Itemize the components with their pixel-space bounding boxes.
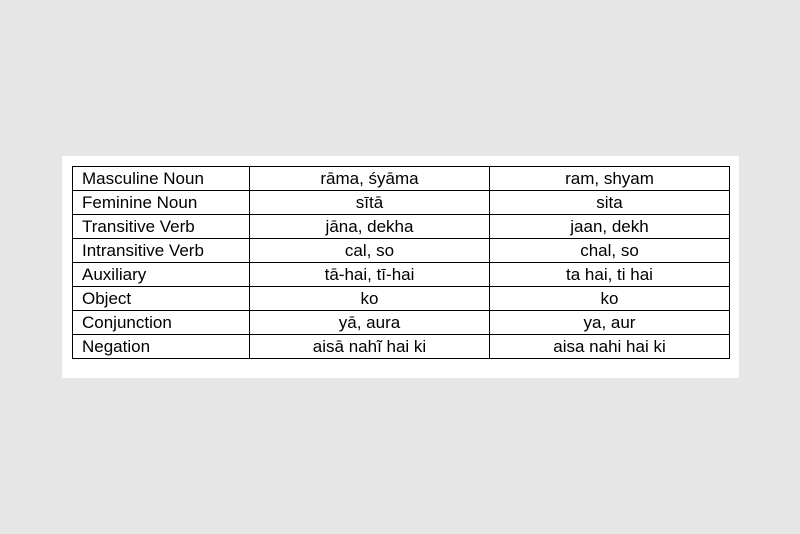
- table-row: [73, 263, 730, 287]
- transliteration-cell: sītā: [250, 191, 490, 215]
- table-row: [73, 311, 730, 335]
- romanization-cell: ram, shyam: [490, 167, 730, 191]
- category-cell: Object: [73, 287, 250, 311]
- transliteration-cell: tā-hai, tī-hai: [250, 263, 490, 287]
- romanization-cell: ta hai, ti hai: [490, 263, 730, 287]
- romanization-cell: chal, so: [490, 239, 730, 263]
- category-cell: Transitive Verb: [73, 215, 250, 239]
- category-cell: Negation: [73, 335, 250, 359]
- gloss-table-body: [73, 167, 730, 359]
- romanization-cell: ya, aur: [490, 311, 730, 335]
- transliteration-cell: jāna, dekha: [250, 215, 490, 239]
- romanization-cell: ko: [490, 287, 730, 311]
- document-page: [62, 156, 739, 378]
- table-row: [73, 215, 730, 239]
- transliteration-cell: ko: [250, 287, 490, 311]
- transliteration-cell: rāma, śyāma: [250, 167, 490, 191]
- category-cell: Auxiliary: [73, 263, 250, 287]
- gloss-table: [72, 166, 730, 359]
- table-row: [73, 287, 730, 311]
- category-cell: Intransitive Verb: [73, 239, 250, 263]
- transliteration-cell: cal, so: [250, 239, 490, 263]
- romanization-cell: sita: [490, 191, 730, 215]
- table-row: [73, 191, 730, 215]
- table-row: [73, 335, 730, 359]
- category-cell: Masculine Noun: [73, 167, 250, 191]
- transliteration-cell: aisā nahĩ hai ki: [250, 335, 490, 359]
- romanization-cell: jaan, dekh: [490, 215, 730, 239]
- category-cell: Conjunction: [73, 311, 250, 335]
- table-row: [73, 239, 730, 263]
- category-cell: Feminine Noun: [73, 191, 250, 215]
- table-row: [73, 167, 730, 191]
- romanization-cell: aisa nahi hai ki: [490, 335, 730, 359]
- transliteration-cell: yā, aura: [250, 311, 490, 335]
